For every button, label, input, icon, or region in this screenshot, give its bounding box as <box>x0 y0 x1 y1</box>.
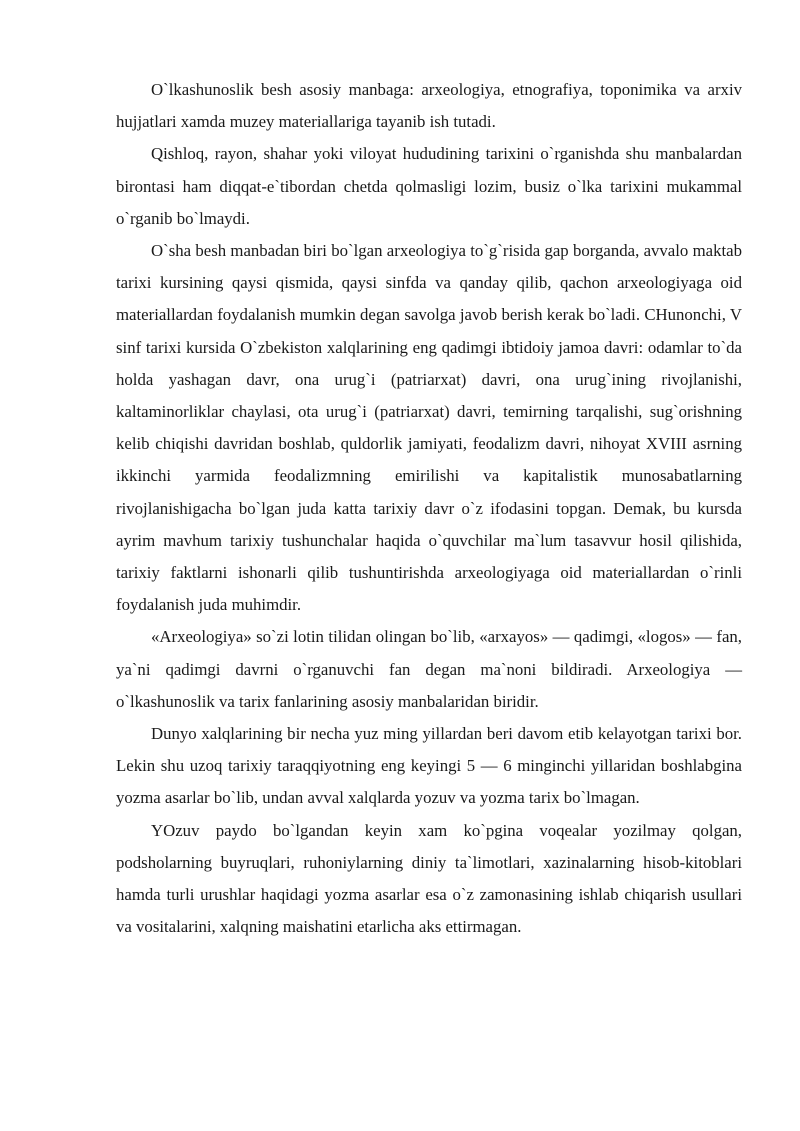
paragraph-sources: O`lkashunoslik besh asosiy manbaga: arxeologiya, etnografiya, toponimika va arxiv hujjatlari xamda muzey materiallariga tayanib ish tutadi. <box>116 80 742 132</box>
paragraph-region-history: Qishloq, rayon, shahar yoki viloyat hududining tarixini o`rganishda shu manbalardan birontasi ham diqqat-e`tibordan chetda qolmasligi lozim, busiz o`lka tarixini mukammal o`rganib bo`lmaydi. <box>116 144 742 228</box>
paragraph-writing-origins: YOzuv paydo bo`lgandan keyin xam ko`pgina voqealar yozilmay qolgan, podsholarning buyruqlari, ruhoniylarning diniy ta`limotlari, xazinalarning hisob-kitoblari hamda turli urushlar haqidagi yozma asarlar esa o`z zamonasining ishlab chiqarish usullari va vositalarini, xalqning maishatini etarlicha aks ettirmagan. <box>116 820 742 937</box>
paragraph-written-history: Dunyo xalqlarining bir necha yuz ming yillardan beri davom etib kelayotgan tarixi bor. Lekin shu uzoq tarixiy taraqqiyotning eng keyingi 5 — 6 minginchi yillaridan boshlabgina yozma asarlar bo`lib, undan avval xalqlarda yozuv va yozma tarix bo`lmagan. <box>116 724 742 808</box>
paragraph-archaeology-definition: «Arxeologiya» so`zi lotin tilidan olingan bo`lib, «arxayos» — qadimgi, «logos» — fan, ya`ni qadimgi davrni o`rganuvchi fan degan ma`noni bildiradi. Arxeologiya — o`lkashunoslik va tarix fanlarining asosiy manbalaridan biridir. <box>116 627 742 711</box>
body-text <box>116 74 742 943</box>
paragraph-archaeology-in-school: O`sha besh manbadan biri bo`lgan arxeologiya to`g`risida gap borganda, avvalo maktab tarixi kursining qaysi qismida, qaysi sinfda va qanday qilib, qachon arxeologiyaga oid materiallardan foydalanish mumkin degan savolga javob berish kerak bo`ladi. CHunonchi, V sinf tarixi kursida O`zbekiston xalqlarining eng qadimgi ibtidoiy jamoa davri: odamlar to`da holda yashagan davr, ona urug`i (patriarxat) davri, ona urug`ining rivojlanishi, kaltaminorliklar chaylasi, ota urug`i (patriarxat) davri, temirning tarqalishi, sug`orishning kelib chiqishi davridan boshlab, quldorlik jamiyati, feodalizm davri, nihoyat XVIII asrning ikkinchi yarmida feodalizmning emirilishi va kapitalistik munosabatlarning rivojlanishigacha bo`lgan juda katta tarixiy davr o`z ifodasini topgan. Demak, bu kursda ayrim mavhum tarixiy tushunchalar haqida o`quvchilar ma`lum tasavvur hosil qilishida, tarixiy faktlarni ishonarli qilib tushuntirishda arxeologiyaga oid materiallardan o`rinli foydalanish juda muhimdir. <box>116 241 742 615</box>
